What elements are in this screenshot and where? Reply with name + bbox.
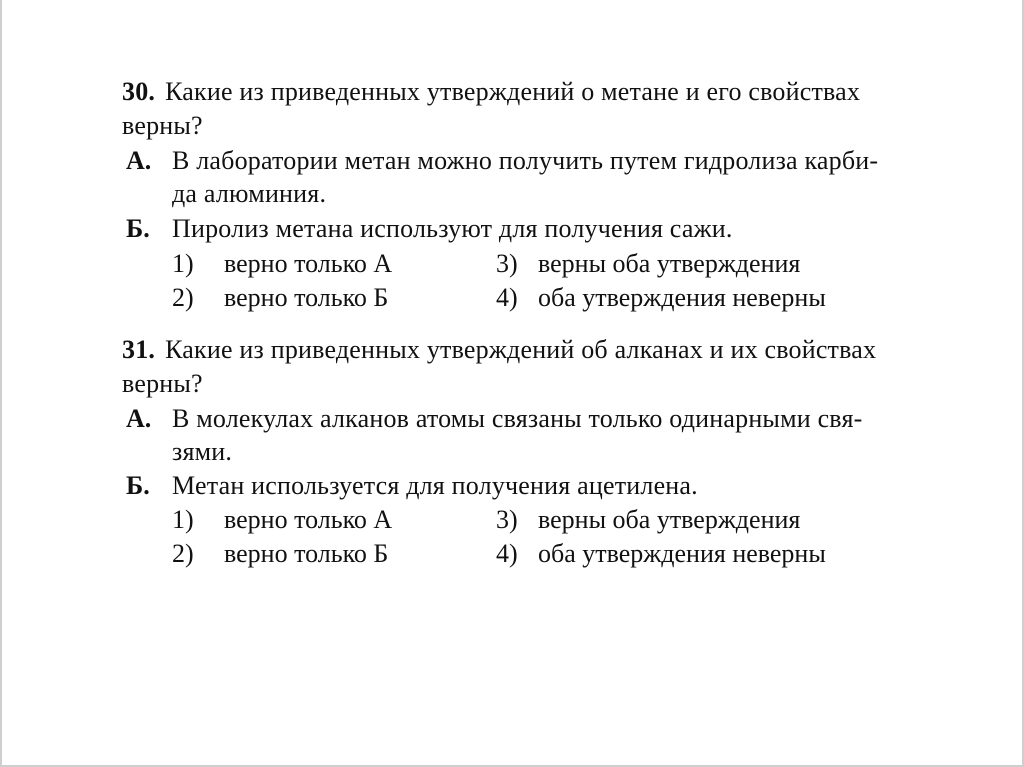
option-index: 1) [172, 505, 194, 534]
option-text: верны оба утверждения [538, 505, 801, 534]
option-text: верно только А [224, 505, 393, 534]
question-30-statement-b-line1: Пиролиз метана используют для получения сажи. [172, 214, 733, 243]
option-index: 4) [496, 283, 518, 312]
question-30-statement-b-letter: Б. [126, 214, 150, 243]
question-31-line2: верны? [122, 369, 203, 398]
question-31-statement-a-line2: зями. [172, 437, 233, 466]
option-index: 4) [496, 539, 518, 568]
question-31-option-4 [496, 538, 826, 569]
question-31-text [122, 334, 876, 365]
option-text: верно только Б [224, 283, 389, 312]
question-30-option-3 [496, 248, 800, 279]
question-30-option-4 [496, 282, 826, 313]
question-30-line2: верны? [122, 111, 203, 140]
question-30-number: 30. [122, 77, 156, 106]
question-31-statement-a-letter: А. [126, 404, 152, 433]
question-31-option-1 [172, 504, 392, 535]
question-30-option-2 [172, 282, 388, 313]
option-index: 2) [172, 283, 194, 312]
option-text: оба утверждения неверны [538, 283, 826, 312]
option-index: 2) [172, 539, 194, 568]
option-text: верно только А [224, 249, 393, 278]
question-31-statement-a-line1: В молекулах алканов атомы связаны только одинарными свя- [172, 404, 863, 433]
option-index: 3) [496, 505, 518, 534]
question-31-statement-b-letter: Б. [126, 471, 150, 500]
option-index: 3) [496, 249, 518, 278]
question-30-statement-a-line2: да алюминия. [172, 179, 327, 208]
question-30-statement-a-letter: А. [126, 146, 152, 175]
option-text: верны оба утверждения [538, 249, 801, 278]
option-text: верно только Б [224, 539, 389, 568]
question-31-option-2 [172, 538, 388, 569]
option-text: оба утверждения неверны [538, 539, 826, 568]
option-index: 1) [172, 249, 194, 278]
question-30-option-1 [172, 248, 392, 279]
question-31-line1: Какие из приведенных утверждений об алканах и их свойствах [165, 335, 877, 364]
question-31-number: 31. [122, 335, 156, 364]
question-30-text [122, 76, 860, 107]
question-31-statement-b-line1: Метан используется для получения ацетилена. [172, 471, 698, 500]
question-30-statement-a-line1: В лаборатории метан можно получить путем гидролиза карби- [172, 146, 879, 175]
question-31-option-3 [496, 504, 800, 535]
question-30-line1: Какие из приведенных утверждений о метане и его свойствах [165, 77, 861, 106]
